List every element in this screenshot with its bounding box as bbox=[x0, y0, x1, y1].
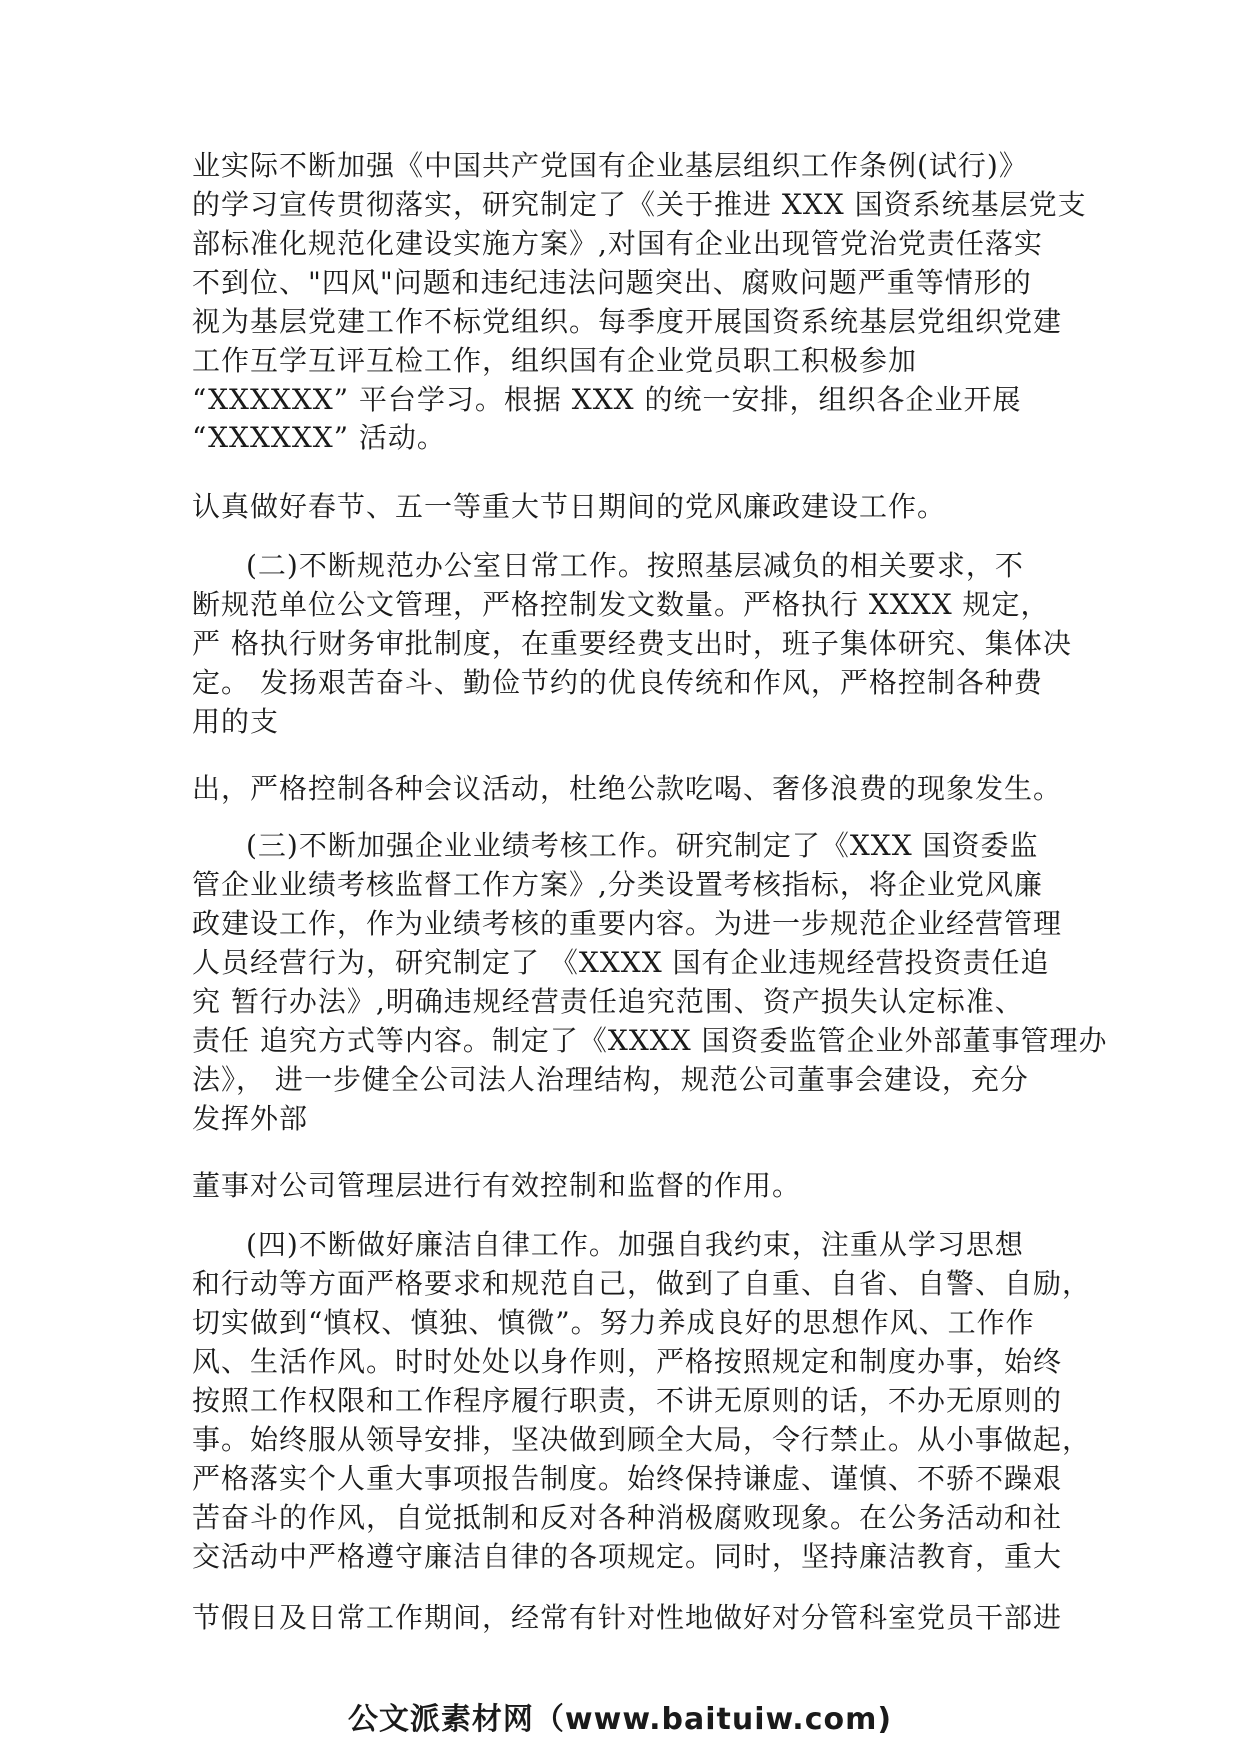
body-text-line: 定。 发扬艰苦奋斗、勤俭节约的优良传统和作风，严格控制各种费 bbox=[192, 666, 1043, 699]
body-text-line: 按照工作权限和工作程序履行职责，不讲无原则的话，不办无原则的 bbox=[192, 1384, 1063, 1417]
section-heading-line: (三)不断加强企业业绩考核工作。研究制定了《XXX 国资委监 bbox=[246, 829, 1039, 862]
body-text-line: 苦奋斗的作风，自觉抵制和反对各种消极腐败现象。在公务活动和社 bbox=[192, 1501, 1063, 1534]
section-heading-line: (二)不断规范办公室日常工作。按照基层减负的相关要求，不 bbox=[246, 549, 1024, 582]
body-text-line: 人员经营行为，研究制定了 《XXXX 国有企业违规经营投资责任追 bbox=[192, 946, 1050, 979]
body-text-line: 部标准化规范化建设实施方案》,对国有企业出现管党治党责任落实 bbox=[192, 227, 1043, 260]
body-text-line: 法》， 进一步健全公司法人治理结构，规范公司董事会建设，充分 bbox=[192, 1063, 1029, 1096]
body-text-line: 切实做到“慎权、慎独、慎微”。努力养成良好的思想作风、工作作 bbox=[192, 1306, 1035, 1339]
body-text-line: “XXXXXX” 活动。 bbox=[192, 421, 446, 454]
body-text-line: 认真做好春节、五一等重大节日期间的党风廉政建设工作。 bbox=[192, 490, 947, 523]
body-text-line: 不到位、"四风"问题和违纪违法问题突出、腐败问题严重等情形的 bbox=[192, 266, 1032, 299]
body-text-line: 交活动中严格遵守廉洁自律的各项规定。同时，坚持廉洁教育，重大 bbox=[192, 1540, 1063, 1573]
body-text-line: 严格落实个人重大事项报告制度。始终保持谦虚、谨慎、不骄不躁艰 bbox=[192, 1462, 1063, 1495]
body-text-line: 工作互学互评互检工作，组织国有企业党员职工积极参加 bbox=[192, 344, 918, 377]
body-text-line: 出，严格控制各种会议活动，杜绝公款吃喝、奢侈浪费的现象发生。 bbox=[192, 772, 1063, 805]
body-text-line: 发挥外部 bbox=[192, 1102, 309, 1135]
body-text-line: “XXXXXX” 平台学习。根据 XXX 的统一安排，组织各企业开展 bbox=[192, 383, 1022, 416]
body-text-line: 用的支 bbox=[192, 705, 280, 738]
body-text-line: 政建设工作，作为业绩考核的重要内容。为进一步规范企业经营管理 bbox=[192, 907, 1063, 940]
body-text-line: 节假日及日常工作期间，经常有针对性地做好对分管科室党员干部进 bbox=[192, 1601, 1063, 1634]
body-text-line: 和行动等方面严格要求和规范自己，做到了自重、自省、自警、自励， bbox=[192, 1267, 1092, 1300]
body-text-line: 业实际不断加强《中国共产党国有企业基层组织工作条例(试行)》 bbox=[192, 149, 1028, 182]
body-text-line: 董事对公司管理层进行有效控制和监督的作用。 bbox=[192, 1169, 802, 1202]
body-text-line: 风、生活作风。时时处处以身作则，严格按照规定和制度办事，始终 bbox=[192, 1345, 1063, 1378]
body-text-line: 管企业业绩考核监督工作方案》,分类设置考核指标，将企业党风廉 bbox=[192, 868, 1043, 901]
section-heading-line: (四)不断做好廉洁自律工作。加强自我约束，注重从学习思想 bbox=[246, 1228, 1024, 1261]
body-text-line: 严 格执行财务审批制度，在重要经费支出时，班子集体研究、集体决 bbox=[192, 627, 1072, 660]
site-footer-watermark: 公文派素材网（www.baituiw.com) bbox=[347, 1702, 893, 1737]
body-text-line: 的学习宣传贯彻落实，研究制定了《关于推进 XXX 国资系统基层党支 bbox=[192, 188, 1087, 221]
body-text-line: 事。始终服从领导安排，坚决做到顾全大局，令行禁止。从小事做起， bbox=[192, 1423, 1092, 1456]
body-text-line: 视为基层党建工作不标党组织。每季度开展国资系统基层党组织党建 bbox=[192, 305, 1063, 338]
body-text-line: 究 暂行办法》,明确违规经营责任追究范围、资产损失认定标准、 bbox=[192, 985, 1024, 1018]
body-text-line: 断规范单位公文管理，严格控制发文数量。严格执行 XXXX 规定， bbox=[192, 588, 1050, 621]
body-text-line: 责任 追究方式等内容。制定了《XXXX 国资委监管企业外部董事管理办 bbox=[192, 1024, 1108, 1057]
